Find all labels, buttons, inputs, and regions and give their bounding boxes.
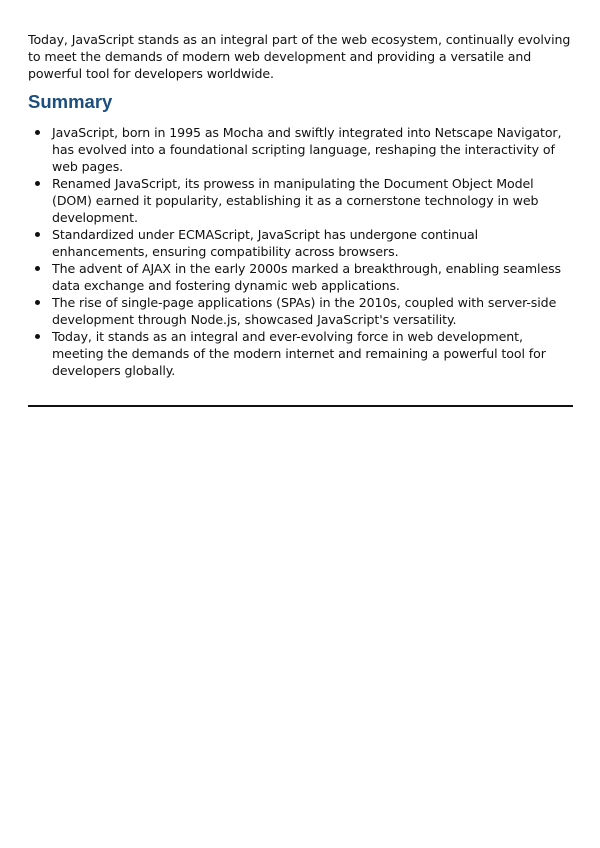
summary-item: [28, 260, 573, 294]
summary-item-text: Renamed JavaScript, its prowess in manipulating the Document Object Model (DOM) earned it popularity, establishing it as a cornerstone technology in web development.: [52, 176, 539, 225]
summary-item-text: JavaScript, born in 1995 as Mocha and swiftly integrated into Netscape Navigator, has evolved into a foundational scripting language, reshaping the interactivity of web pages.: [52, 125, 562, 174]
summary-item: [28, 124, 573, 175]
intro-paragraph: Today, JavaScript stands as an integral part of the web ecosystem, continually evolving to meet the demands of modern web development and providing a versatile and powerful tool for developers worldwide.: [28, 32, 571, 81]
document-page: [28, 31, 573, 407]
bullet-dot-icon: [35, 266, 40, 271]
horizontal-divider: [28, 405, 573, 407]
summary-item-text: The advent of AJAX in the early 2000s marked a breakthrough, enabling seamless data exchange and fostering dynamic web applications.: [52, 261, 562, 293]
summary-item: [28, 175, 573, 226]
summary-list: [28, 124, 573, 379]
summary-item: [28, 226, 573, 260]
bullet-dot-icon: [35, 232, 40, 237]
bullet-dot-icon: [35, 130, 40, 135]
bullet-dot-icon: [35, 300, 40, 305]
summary-heading: Summary: [28, 91, 113, 112]
summary-item-text: Standardized under ECMAScript, JavaScript has undergone continual enhancements, ensuring compatibility across browsers.: [52, 227, 479, 259]
summary-item: [28, 294, 573, 328]
bullet-dot-icon: [35, 334, 40, 339]
summary-item: [28, 328, 573, 379]
summary-item-text: The rise of single-page applications (SPAs) in the 2010s, coupled with server-side development through Node.js, showcased JavaScript's versatility.: [52, 295, 557, 327]
bullet-dot-icon: [35, 181, 40, 186]
summary-item-text: Today, it stands as an integral and ever-evolving force in web development, meeting the demands of the modern internet and remaining a powerful tool for developers globally.: [52, 329, 546, 378]
